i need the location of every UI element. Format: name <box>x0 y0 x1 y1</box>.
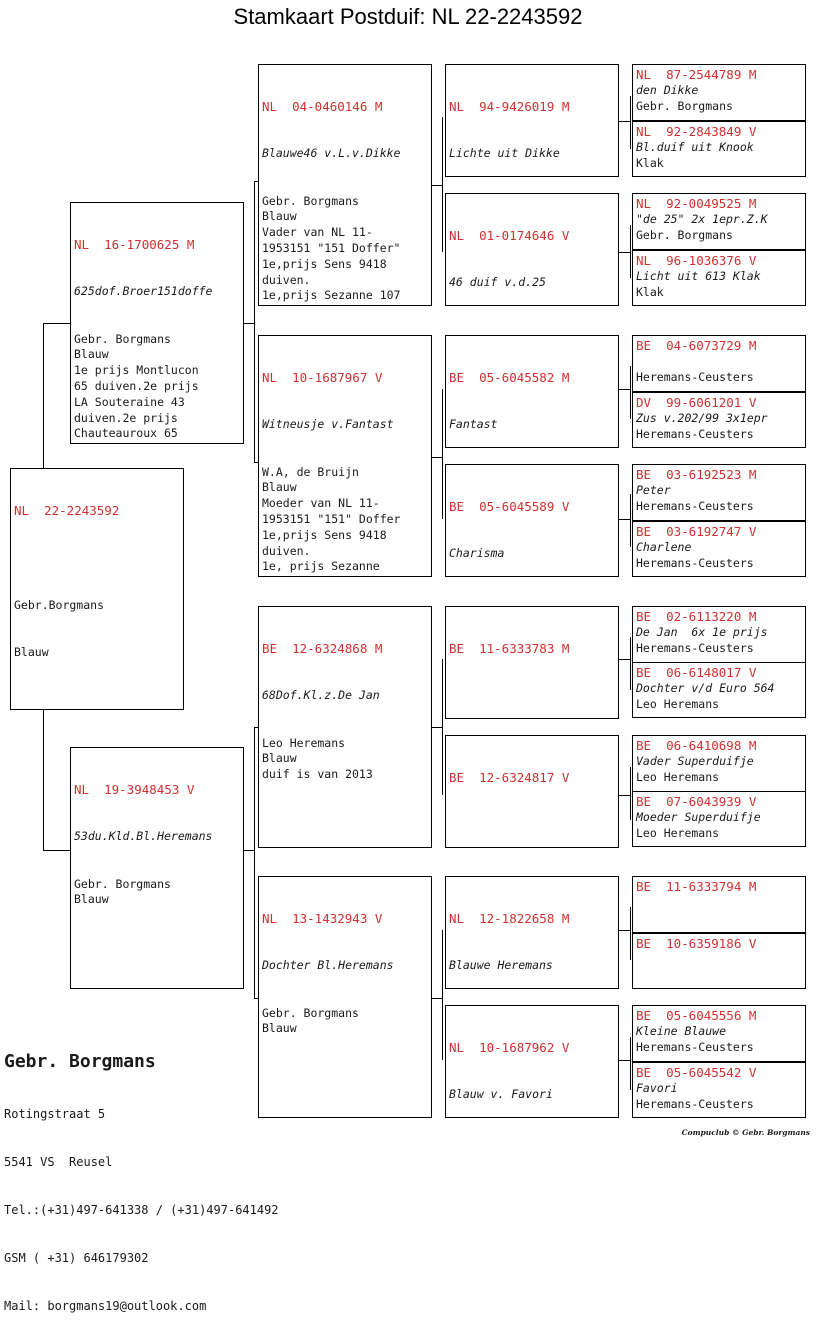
detail-lines <box>74 332 240 444</box>
pigeon-name: Bl.duif uit Knook <box>636 140 754 154</box>
ring-number: NL 01-0174646 V <box>449 227 570 243</box>
detail-line: 1e, prijs Sezanne <box>262 559 380 574</box>
detail-line: Leo Heremans <box>636 825 720 840</box>
pigeon-name: Vader Superduifje <box>636 754 754 768</box>
ring-number: NL 87-2544789 M <box>636 67 757 82</box>
ring-number: BE 02-6113220 M <box>636 609 757 624</box>
pigeon-name <box>449 688 615 704</box>
detail-line: duiven.2e prijs <box>74 410 178 425</box>
copyright-note: Compuclub © Gebr. Borgmans <box>681 1128 810 1137</box>
pigeon-name: Charlene <box>636 540 692 554</box>
pigeon-card-gen3[interactable] <box>445 64 619 177</box>
pigeon-card-father[interactable] <box>70 202 244 444</box>
pigeon-card-gen4[interactable] <box>632 791 806 847</box>
pigeon-card-gen2[interactable] <box>258 64 432 306</box>
detail-lines <box>636 99 802 115</box>
pigeon-card-gen3[interactable] <box>445 735 619 848</box>
detail-line: Blauw <box>262 480 297 495</box>
pigeon-card-gen4[interactable] <box>632 735 806 792</box>
pigeon-card-gen4[interactable] <box>632 392 806 448</box>
detail-line: Leo Heremans <box>636 696 720 711</box>
pigeon-name: Fantast <box>449 417 498 432</box>
detail-line: Klak <box>636 155 664 170</box>
detail-line: LA Souteraine 43 <box>74 394 185 409</box>
detail-line: Gebr. Borgmans <box>262 193 359 208</box>
pigeon-name: 46 duif v.d.25 <box>449 275 546 290</box>
detail-lines <box>262 194 428 306</box>
pigeon-card-gen4[interactable] <box>632 64 806 121</box>
pigeon-card-gen3[interactable] <box>445 876 619 989</box>
pigeon-name: Blauw v. Favori <box>449 1087 553 1102</box>
detail-line: Blauw <box>262 1021 297 1036</box>
pigeon-name <box>636 952 802 968</box>
detail-lines <box>636 1097 802 1113</box>
ring-number: BE 11-6333794 M <box>636 879 757 894</box>
detail-line <box>262 1037 428 1053</box>
detail-line: Vader van NL 11- <box>262 225 373 240</box>
detail-lines <box>262 465 428 577</box>
detail-line <box>262 1069 428 1085</box>
ring-number: NL 16-1700625 M <box>74 236 195 252</box>
detail-lines <box>636 427 802 443</box>
detail-line: Moeder van NL 11- <box>262 496 380 511</box>
ring-number: NL 22-2243592 <box>14 502 120 518</box>
detail-lines <box>74 877 240 989</box>
pigeon-name <box>636 895 802 911</box>
detail-line <box>74 940 240 956</box>
pigeon-card-gen2[interactable] <box>258 606 432 848</box>
detail-line <box>262 1100 428 1116</box>
detail-line <box>74 924 240 940</box>
detail-line <box>262 575 428 577</box>
ring-number: BE 05-6045582 M <box>449 369 570 385</box>
detail-line: 1953151 "151 Doffer" <box>262 240 401 255</box>
owner-phone: Tel.:(+31)497-641338 / (+31)497-641492 <box>4 1203 279 1217</box>
detail-line: 65 duiven.2e prijs <box>74 378 199 393</box>
ring-number: NL 96-1036376 V <box>636 253 757 268</box>
detail-line <box>74 987 240 989</box>
ring-number: BE 07-6043939 V <box>636 794 757 809</box>
owner-address: Rotingstraat 5 <box>4 1107 106 1121</box>
pigeon-card-gen4[interactable] <box>632 933 806 989</box>
ring-number: BE 05-6045556 M <box>636 1008 757 1023</box>
pigeon-card-gen4[interactable] <box>632 1005 806 1062</box>
ring-number: NL 94-9426019 M <box>449 98 570 114</box>
detail-line: duif is van 2013 <box>262 767 373 782</box>
pigeon-name: "de 25" 2x 1epr.Z.K <box>636 212 768 226</box>
pigeon-name <box>449 817 615 833</box>
pigeon-name: De Jan 6x 1e prijs <box>636 625 768 639</box>
pigeon-card-gen3[interactable] <box>445 335 619 448</box>
pigeon-card-gen4[interactable] <box>632 521 806 577</box>
pigeon-card-gen4[interactable] <box>632 606 806 663</box>
ring-number: BE 04-6073729 M <box>636 338 757 353</box>
ring-number: NL 19-3948453 V <box>74 781 195 797</box>
ring-number: BE 03-6192523 M <box>636 467 757 482</box>
detail-line <box>74 971 240 987</box>
detail-lines <box>636 697 802 713</box>
ring-number: NL 13-1432943 V <box>262 910 383 926</box>
pigeon-name: Zus v.202/99 3x1epr <box>636 411 768 425</box>
detail-line: 1e,prijs Sens 9418 <box>262 527 387 542</box>
detail-line: Heremans-Ceusters <box>636 1096 754 1111</box>
ring-number: BE 12-6324817 V <box>449 769 570 785</box>
detail-lines <box>636 770 802 786</box>
detail-line: 1e prijs Montlucon <box>74 363 199 378</box>
detail-line: Heremans-Ceusters <box>636 498 754 513</box>
pigeon-card-gen3[interactable] <box>445 464 619 577</box>
detail-line: Gebr. Borgmans <box>262 1005 359 1020</box>
detail-lines <box>262 1006 428 1118</box>
ring-number: NL 10-1687967 V <box>262 369 383 385</box>
pigeon-name: Peter <box>636 483 671 497</box>
detail-line: Gebr. Borgmans <box>636 98 733 113</box>
owner-city: 5541 VS Reusel <box>4 1155 113 1169</box>
pigeon-card-gen3[interactable] <box>445 193 619 306</box>
detail-line: Gebr. Borgmans <box>636 227 733 242</box>
detail-line: Heremans-Ceusters <box>636 1039 754 1054</box>
pigeon-name <box>636 354 802 370</box>
detail-line: Blauw <box>262 751 297 766</box>
detail-lines <box>636 556 802 572</box>
pigeon-card-subject[interactable] <box>10 468 184 710</box>
pigeon-card-gen4[interactable] <box>632 662 806 718</box>
detail-line: 1953151 "151" Doffer <box>262 511 401 526</box>
detail-lines <box>636 499 802 515</box>
detail-line: duiven. <box>262 272 311 287</box>
ring-number: BE 10-6359186 V <box>636 936 757 951</box>
detail-line: Heremans-Ceusters <box>636 640 754 655</box>
pigeon-card-gen4[interactable] <box>632 1062 806 1118</box>
detail-line <box>74 956 240 972</box>
ring-number: BE 11-6333783 M <box>449 640 570 656</box>
detail-line: Leo Heremans <box>636 769 720 784</box>
owner-name: Gebr. Borgmans <box>4 1051 156 1072</box>
detail-line <box>262 1116 428 1118</box>
ring-number: BE 05-6045542 V <box>636 1065 757 1080</box>
owner-gsm: GSM ( +31) 646179302 <box>4 1251 149 1265</box>
pigeon-name: Dochter Bl.Heremans <box>262 958 394 973</box>
pigeon-name: Favori <box>636 1081 678 1095</box>
ring-number: NL 04-0460146 M <box>262 98 383 114</box>
pigeon-name: Lichte uit Dikke <box>449 146 560 161</box>
detail-line <box>74 442 240 444</box>
pigeon-card-gen4[interactable] <box>632 193 806 250</box>
pigeon-card-gen4[interactable] <box>632 121 806 177</box>
detail-line <box>14 550 180 566</box>
pigeon-name: 53du.Kld.Bl.Heremans <box>74 829 213 844</box>
pigeon-name: Charisma <box>449 546 505 561</box>
pigeon-name: Blauwe46 v.L.v.Dikke <box>262 146 401 161</box>
pigeon-card-gen4[interactable] <box>632 464 806 521</box>
ring-number: BE 12-6324868 M <box>262 640 383 656</box>
pigeon-card-gen4[interactable] <box>632 876 806 933</box>
pigeon-name: Dochter v/d Euro 564 <box>636 681 775 695</box>
detail-line: Blauw <box>74 347 109 362</box>
ring-number: BE 06-6148017 V <box>636 665 757 680</box>
detail-line: 1e,prijs Sens 9418 <box>262 256 387 271</box>
detail-line: Blauw <box>74 892 109 907</box>
detail-lines <box>636 156 802 172</box>
detail-lines <box>636 1040 802 1056</box>
ring-number: BE 03-6192747 V <box>636 524 757 539</box>
detail-line: Heremans-Ceusters <box>636 369 754 384</box>
ring-number: NL 10-1687962 V <box>449 1039 570 1055</box>
ring-number: BE 06-6410698 M <box>636 738 757 753</box>
pigeon-card-mother[interactable] <box>70 747 244 989</box>
pigeon-card-gen3[interactable] <box>445 1005 619 1118</box>
pigeon-name: Witneusje v.Fantast <box>262 417 394 432</box>
detail-line: Heremans-Ceusters <box>636 555 754 570</box>
pigeon-card-gen4[interactable] <box>632 335 806 392</box>
detail-line <box>74 908 240 924</box>
detail-line: duiven. <box>262 543 311 558</box>
detail-line: Leo Heremans <box>262 735 346 750</box>
detail-line <box>262 304 428 306</box>
pigeon-name: Moeder Superduifje <box>636 810 761 824</box>
pigeon-card-gen2[interactable] <box>258 335 432 577</box>
pigeon-name: 625dof.Broer151doffe <box>74 284 213 299</box>
pigeon-name: Blauwe Heremans <box>449 958 553 973</box>
ring-number: BE 05-6045589 V <box>449 498 570 514</box>
detail-line: Blauw <box>262 209 297 224</box>
detail-lines <box>262 736 428 783</box>
detail-line: Gebr. Borgmans <box>74 876 171 891</box>
pigeon-card-gen2[interactable] <box>258 876 432 1118</box>
ring-number: NL 12-1822658 M <box>449 910 570 926</box>
detail-lines <box>636 826 802 842</box>
detail-line <box>262 1085 428 1101</box>
pigeon-card-gen3[interactable] <box>445 606 619 719</box>
detail-lines <box>636 228 802 244</box>
pigeon-name: Licht uit 613 Klak <box>636 269 761 283</box>
detail-line: 1e,prijs Sezanne 107 <box>262 288 401 303</box>
detail-lines <box>636 641 802 657</box>
detail-line: W.A, de Bruijn <box>262 464 359 479</box>
detail-line <box>262 1053 428 1069</box>
detail-line: Heremans-Ceusters <box>636 426 754 441</box>
pigeon-name: den Dikke <box>636 83 699 97</box>
detail-lines <box>636 285 802 301</box>
pigeon-card-gen4[interactable] <box>632 250 806 306</box>
ring-number: DV 99-6061201 V <box>636 395 757 410</box>
detail-lines <box>636 370 802 386</box>
detail-line: Klak <box>636 284 664 299</box>
page-title: Stamkaart Postduif: NL 22-2243592 <box>233 4 583 29</box>
pigeon-name: 68Dof.Kl.z.De Jan <box>262 688 380 703</box>
owner-contact <box>4 1018 279 1330</box>
ring-number: NL 92-0049525 M <box>636 196 757 211</box>
detail-line: Gebr. Borgmans <box>74 331 171 346</box>
detail-line: Blauw <box>14 644 49 659</box>
pigeon-name: Kleine Blauwe <box>636 1024 727 1038</box>
ring-number: NL 92-2843849 V <box>636 124 757 139</box>
owner-mail: Mail: borgmans19@outlook.com <box>4 1299 207 1313</box>
detail-line: Chauteauroux 65 <box>74 426 178 441</box>
detail-line: Gebr.Borgmans <box>14 597 105 612</box>
